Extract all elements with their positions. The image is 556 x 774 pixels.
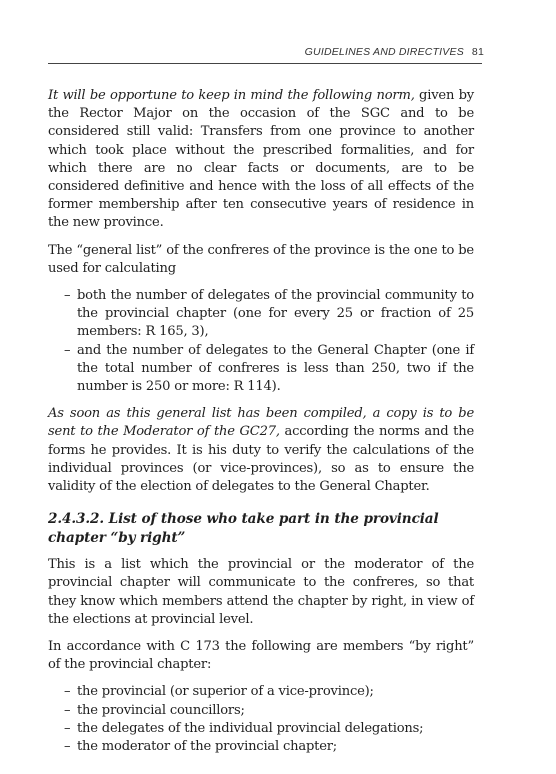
section-heading	[48, 510, 474, 548]
header-rule	[48, 63, 482, 64]
running-header	[48, 46, 484, 58]
list-item: – the provincial (or superior of a vice-province);	[64, 683, 474, 701]
paragraph-norm-lead: It will be opportune to keep in mind the following norm,	[48, 88, 415, 103]
members-list	[48, 683, 474, 756]
page-number: 81	[471, 46, 484, 58]
paragraph-general-list: The “general list” of the confreres of the province is the one to be used for calculating	[48, 242, 474, 276]
section-number: 2.4.3.2.	[48, 511, 104, 528]
running-title: GUIDELINES AND DIRECTIVES	[304, 46, 464, 58]
paragraph-list-description: This is a list which the provincial or the moderator of the provincial chapter will communicate to the confreres, so that they know which members attend the chapter by right, in view of the elections at provincial level.	[48, 557, 474, 627]
paragraph-norm	[48, 87, 474, 233]
paragraph-moderator-lead: As soon as this general list has been compiled, a copy is to be sent to the Moderator of the GC27,	[48, 406, 474, 440]
paragraph-moderator	[48, 405, 474, 496]
paragraph-moderator-text: according the norms and the forms he provides. It is his duty to verify the calculations of the individual provinces (or vice-provinces), so as to ensure the validity of the election of delegates to the General Chapter.	[48, 424, 474, 495]
section-title: List of those who take part in the provincial chapter “by right”	[48, 511, 439, 547]
list-item: – the provincial councillors;	[64, 702, 474, 720]
list-item: – and the number of delegates to the General Chapter (one if the total number of confreres is less than 250, two if the number is 250 or more: R 114).	[64, 342, 474, 397]
calculation-list	[48, 287, 474, 396]
list-item: – the delegates of the individual provincial delegations;	[64, 720, 474, 738]
paragraph-members-intro: In accordance with C 173 the following are members “by right” of the provincial chapter:	[48, 639, 474, 673]
document-body	[48, 87, 474, 765]
list-item: – the moderator of the provincial chapter;	[64, 738, 474, 756]
paragraph-norm-text: given by the Rector Major on the occasion of the SGC and to be considered still valid: Transfers from one province to another which took place without the prescribed formalities, and for which there are no clear facts or documents, are to be considered definitive and hence with the loss of all effects of the former membership after ten consecutive years of residence in the new province.	[48, 88, 474, 231]
list-item: – both the number of delegates of the provincial community to the provincial chapter (one for every 25 or fraction of 25 members: R 165, 3),	[64, 287, 474, 342]
